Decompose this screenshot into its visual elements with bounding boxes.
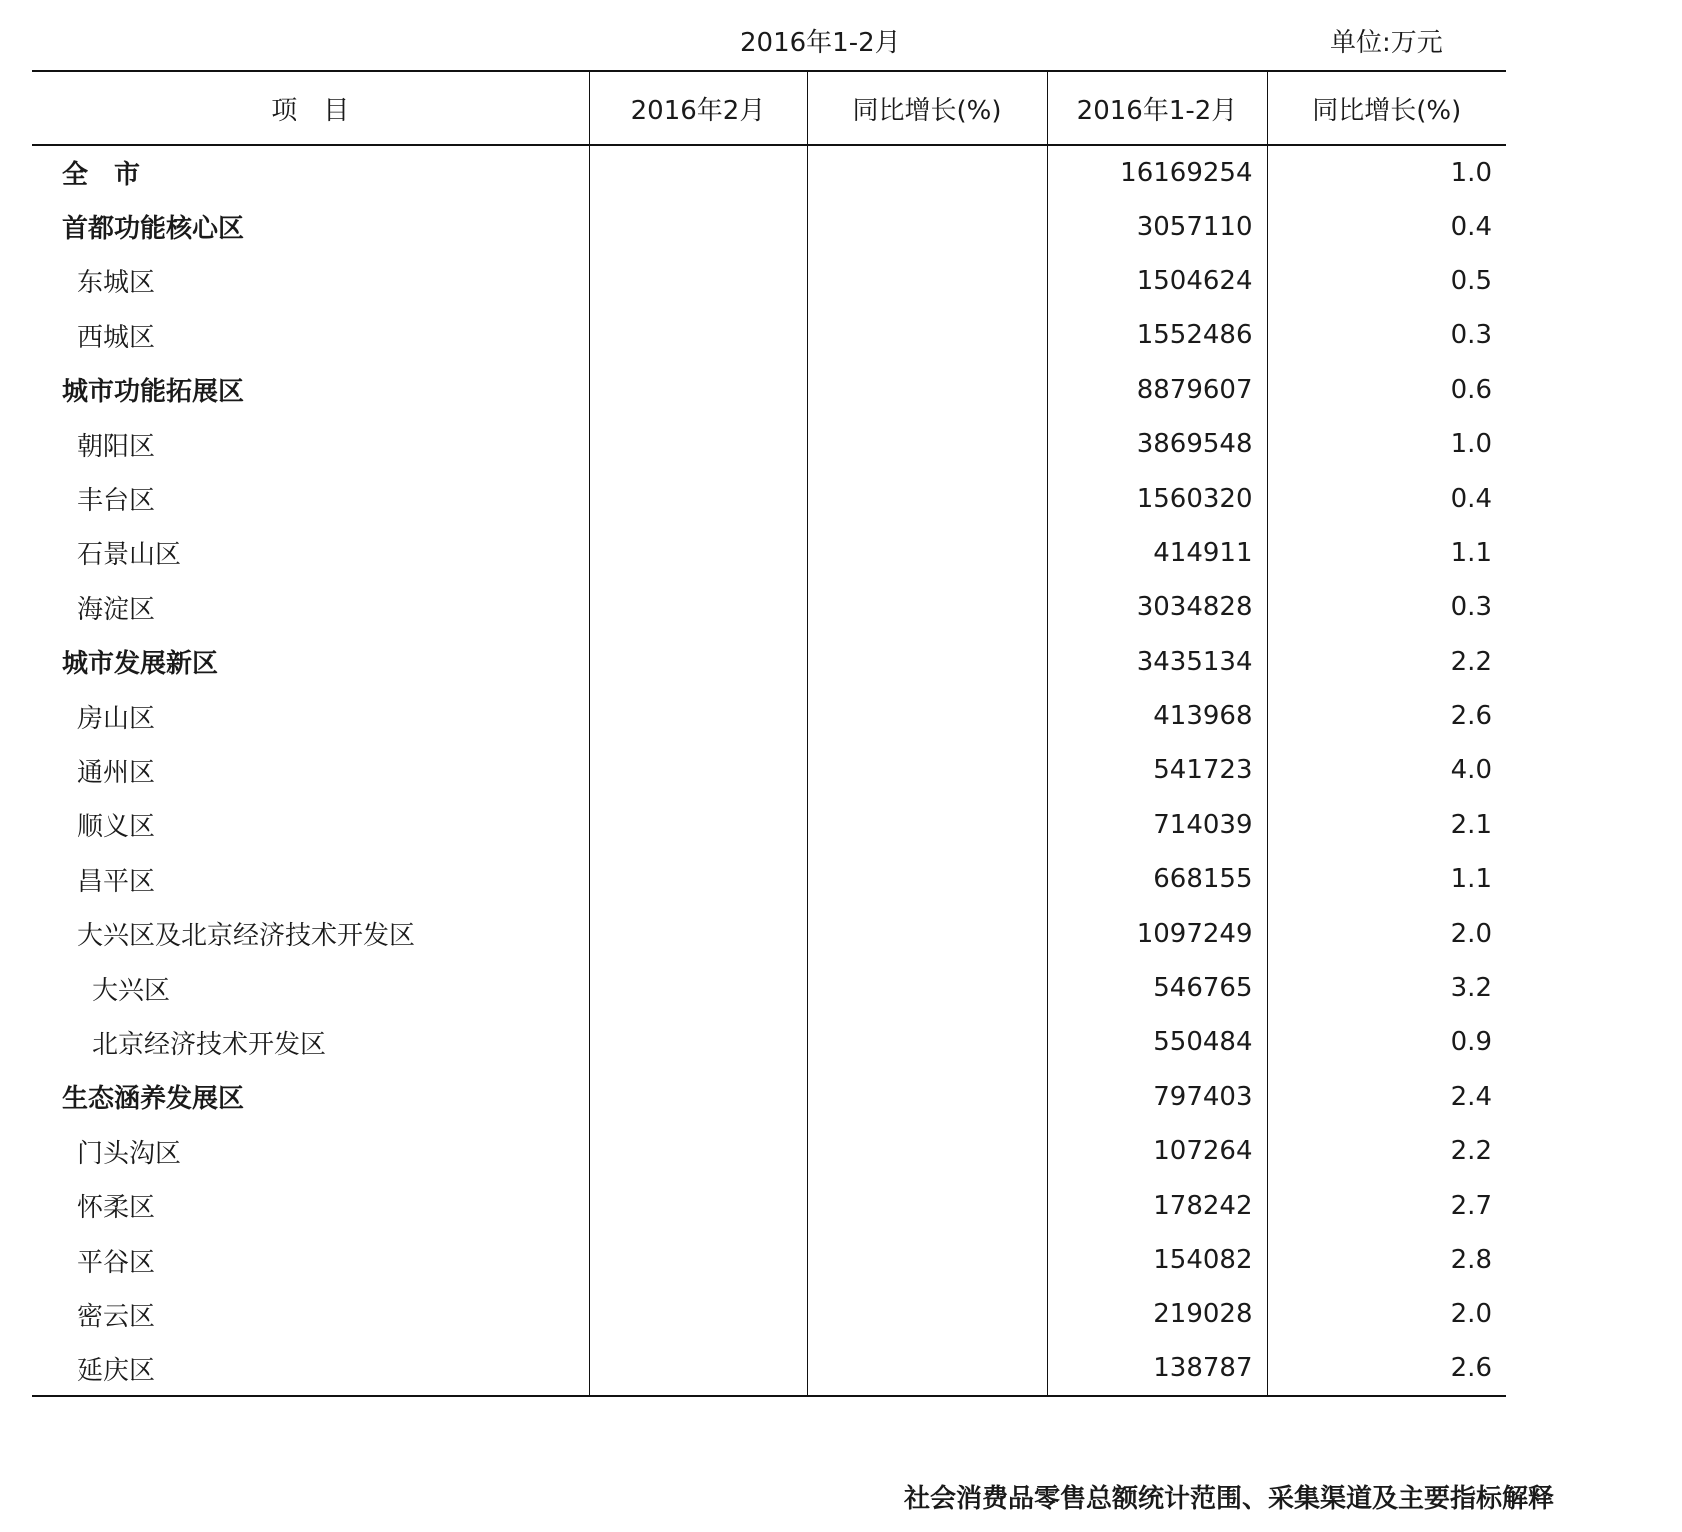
row-ytd-growth: 0.3	[1267, 308, 1506, 362]
row-name: 平谷区	[77, 1247, 156, 1278]
row-name: 丰台区	[77, 486, 156, 517]
row-ytd-value: 8879607	[1047, 363, 1267, 417]
row-month-growth	[807, 852, 1047, 906]
row-name: 大兴区及北京经济技术开发区	[77, 921, 416, 952]
row-month-value	[589, 1070, 807, 1124]
row-month-value	[589, 308, 807, 362]
row-ytd-value: 414911	[1047, 526, 1267, 580]
row-ytd-growth: 0.4	[1267, 199, 1506, 253]
row-ytd-growth: 2.4	[1267, 1070, 1506, 1124]
row-month-growth	[807, 1124, 1047, 1178]
row-ytd-growth: 0.9	[1267, 1015, 1506, 1069]
row-ytd-value: 413968	[1047, 689, 1267, 743]
row-name: 大兴区	[92, 975, 171, 1006]
row-name: 朝阳区	[77, 431, 156, 462]
row-month-growth	[807, 906, 1047, 960]
row-ytd-growth: 2.1	[1267, 798, 1506, 852]
table-row	[32, 743, 1506, 797]
table-row	[32, 417, 1506, 471]
row-month-growth	[807, 145, 1047, 199]
row-month-value	[589, 1342, 807, 1396]
row-name: 东城区	[77, 268, 156, 299]
row-name: 海淀区	[77, 594, 156, 625]
row-ytd-value: 178242	[1047, 1178, 1267, 1232]
row-month-growth	[807, 1178, 1047, 1232]
table-row	[32, 1070, 1506, 1124]
row-month-growth	[807, 1015, 1047, 1069]
table-caption-unit: 单位:万元	[1330, 28, 1443, 58]
row-name: 城市功能拓展区	[62, 377, 245, 408]
row-month-value	[589, 1233, 807, 1287]
row-ytd-value: 668155	[1047, 852, 1267, 906]
row-month-value	[589, 635, 807, 689]
row-ytd-growth: 2.6	[1267, 689, 1506, 743]
row-month-value	[589, 526, 807, 580]
row-ytd-value: 546765	[1047, 961, 1267, 1015]
row-name: 城市发展新区	[62, 649, 219, 680]
table-row	[32, 1342, 1506, 1396]
header-row	[32, 71, 1506, 145]
row-ytd-growth: 2.0	[1267, 1287, 1506, 1341]
row-month-growth	[807, 1287, 1047, 1341]
row-ytd-growth: 0.5	[1267, 254, 1506, 308]
row-name: 西城区	[77, 322, 156, 353]
row-ytd-growth: 2.2	[1267, 635, 1506, 689]
row-month-growth	[807, 689, 1047, 743]
row-month-growth	[807, 961, 1047, 1015]
row-month-growth	[807, 199, 1047, 253]
row-ytd-growth: 1.1	[1267, 526, 1506, 580]
row-ytd-growth: 4.0	[1267, 743, 1506, 797]
row-ytd-value: 550484	[1047, 1015, 1267, 1069]
row-ytd-growth: 0.4	[1267, 471, 1506, 525]
row-ytd-value: 541723	[1047, 743, 1267, 797]
row-name: 门头沟区	[77, 1138, 182, 1169]
row-ytd-growth: 2.2	[1267, 1124, 1506, 1178]
row-ytd-value: 1560320	[1047, 471, 1267, 525]
table-row	[32, 906, 1506, 960]
row-ytd-growth: 2.8	[1267, 1233, 1506, 1287]
row-ytd-value: 1504624	[1047, 254, 1267, 308]
row-name: 顺义区	[77, 812, 156, 843]
row-ytd-growth: 0.6	[1267, 363, 1506, 417]
row-name: 怀柔区	[77, 1193, 156, 1224]
table-row	[32, 1015, 1506, 1069]
row-ytd-value: 1552486	[1047, 308, 1267, 362]
row-month-growth	[807, 363, 1047, 417]
row-ytd-value: 219028	[1047, 1287, 1267, 1341]
row-ytd-value: 714039	[1047, 798, 1267, 852]
row-name: 通州区	[77, 757, 156, 788]
row-month-value	[589, 254, 807, 308]
row-month-value	[589, 471, 807, 525]
row-ytd-value: 3435134	[1047, 635, 1267, 689]
row-ytd-growth: 2.0	[1267, 906, 1506, 960]
row-month-growth	[807, 1233, 1047, 1287]
column-header-ytd: 2016年1-2月	[1047, 71, 1267, 145]
table-row	[32, 199, 1506, 253]
table-row	[32, 363, 1506, 417]
table-row	[32, 308, 1506, 362]
row-name: 全 市	[62, 160, 141, 191]
row-name: 密云区	[77, 1301, 156, 1332]
table-row	[32, 1287, 1506, 1341]
column-header-month: 2016年2月	[589, 71, 807, 145]
row-month-growth	[807, 1070, 1047, 1124]
row-ytd-growth: 1.0	[1267, 145, 1506, 199]
row-ytd-value: 3869548	[1047, 417, 1267, 471]
column-header-ytd-growth: 同比增长(%)	[1267, 71, 1506, 145]
row-name: 首都功能核心区	[62, 214, 245, 245]
row-month-value	[589, 1124, 807, 1178]
table-row	[32, 526, 1506, 580]
row-month-growth	[807, 471, 1047, 525]
table-row	[32, 635, 1506, 689]
row-month-growth	[807, 743, 1047, 797]
table-row	[32, 471, 1506, 525]
row-month-value	[589, 961, 807, 1015]
retail-sales-table	[32, 70, 1506, 1397]
table-row	[32, 1178, 1506, 1232]
row-month-value	[589, 363, 807, 417]
row-ytd-value: 16169254	[1047, 145, 1267, 199]
table-row	[32, 798, 1506, 852]
column-header-month-growth: 同比增长(%)	[807, 71, 1047, 145]
row-name: 北京经济技术开发区	[92, 1029, 327, 1060]
row-month-value	[589, 689, 807, 743]
table-row	[32, 580, 1506, 634]
table-row	[32, 1233, 1506, 1287]
row-ytd-value: 797403	[1047, 1070, 1267, 1124]
row-ytd-growth: 1.1	[1267, 852, 1506, 906]
footer-note: 社会消费品零售总额统计范围、采集渠道及主要指标解释	[904, 1484, 1555, 1514]
row-name: 房山区	[77, 703, 156, 734]
row-ytd-growth: 2.6	[1267, 1342, 1506, 1396]
row-month-value	[589, 417, 807, 471]
row-name: 延庆区	[32, 1342, 589, 1396]
row-month-growth	[807, 417, 1047, 471]
row-month-growth	[807, 254, 1047, 308]
table-row	[32, 689, 1506, 743]
row-month-value	[589, 199, 807, 253]
table-row	[32, 145, 1506, 199]
table-row	[32, 961, 1506, 1015]
row-ytd-value: 3057110	[1047, 199, 1267, 253]
row-ytd-growth: 2.7	[1267, 1178, 1506, 1232]
row-month-value	[589, 1015, 807, 1069]
row-month-growth	[807, 308, 1047, 362]
row-month-value	[589, 906, 807, 960]
row-name: 石景山区	[77, 540, 182, 571]
row-name: 生态涵养发展区	[62, 1084, 245, 1115]
row-month-growth	[807, 526, 1047, 580]
row-ytd-growth: 3.2	[1267, 961, 1506, 1015]
row-ytd-value: 1097249	[1047, 906, 1267, 960]
row-ytd-value: 107264	[1047, 1124, 1267, 1178]
row-month-value	[589, 1287, 807, 1341]
row-month-value	[589, 743, 807, 797]
table-row	[32, 852, 1506, 906]
row-month-value	[589, 580, 807, 634]
row-ytd-growth: 1.0	[1267, 417, 1506, 471]
row-ytd-value: 154082	[1047, 1233, 1267, 1287]
row-month-growth	[807, 798, 1047, 852]
table-row	[32, 1124, 1506, 1178]
row-month-growth	[807, 1342, 1047, 1396]
row-name: 昌平区	[77, 866, 156, 897]
row-month-value	[589, 798, 807, 852]
column-header-item: 项 目	[32, 71, 589, 145]
row-month-growth	[807, 580, 1047, 634]
row-ytd-value: 138787	[1047, 1342, 1267, 1396]
row-month-growth	[807, 635, 1047, 689]
table-caption-period: 2016年1-2月	[740, 28, 901, 58]
row-month-value	[589, 852, 807, 906]
row-ytd-growth: 0.3	[1267, 580, 1506, 634]
row-month-value	[589, 1178, 807, 1232]
table-row	[32, 254, 1506, 308]
row-ytd-value: 3034828	[1047, 580, 1267, 634]
row-month-value	[589, 145, 807, 199]
